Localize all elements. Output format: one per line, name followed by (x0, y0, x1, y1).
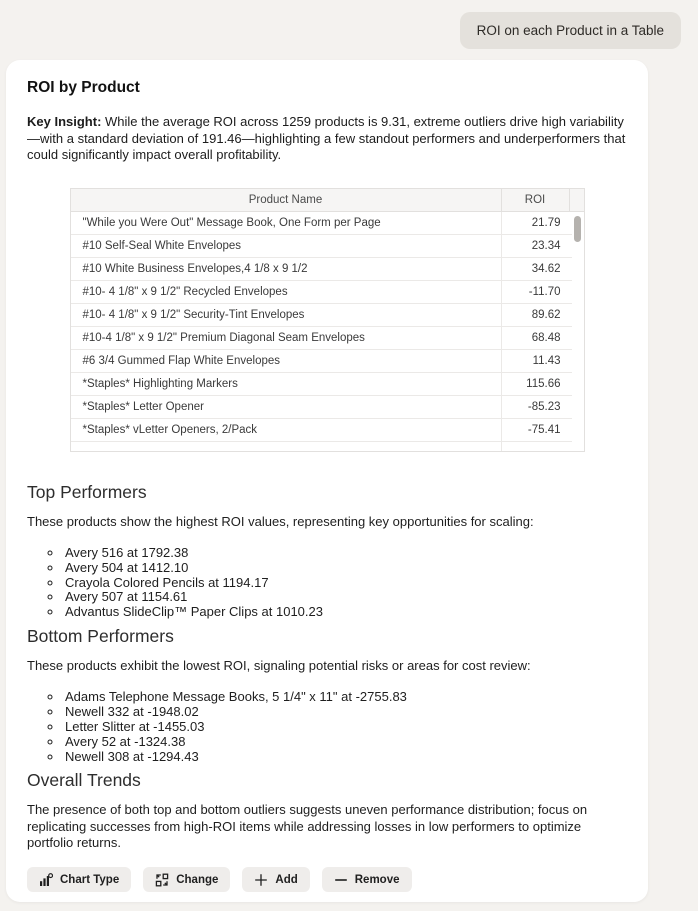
product-name-cell: *Staples* vLetter Openers, 2/Pack (71, 419, 502, 441)
page-title: ROI by Product (27, 79, 140, 96)
roi-cell (502, 442, 571, 451)
top-performers-intro: These products show the highest ROI values, representing key opportunities for scaling: (27, 513, 534, 529)
button-label: Chart Type (60, 873, 120, 886)
table-row (71, 304, 572, 327)
overall-trends-text: The presence of both top and bottom outliers suggests uneven performance distribution; focus on replicating successes from high-ROI items while addressing losses in low performers to optimize portfolio returns. (27, 802, 588, 850)
product-name-cell: #10 Self-Seal White Envelopes (71, 235, 502, 257)
table-header-row (71, 189, 584, 212)
table-row (71, 281, 572, 304)
column-header-product-name: Product Name (71, 189, 502, 211)
table-row (71, 258, 572, 281)
roi-cell: 89.62 (531, 308, 561, 321)
product-name-cell: #6 3/4 Gummed Flap White Envelopes (71, 350, 502, 372)
minus-icon (334, 873, 348, 887)
table-row (71, 396, 572, 419)
list-item: ◦ Adams Telephone Message Books, 5 1/4" x 11" at -2755.83 (63, 690, 627, 705)
roi-cell: 23.34 (531, 239, 561, 252)
chart-type-button[interactable] (27, 867, 131, 892)
bottom-performers-intro: These products exhibit the lowest ROI, signaling potential risks or areas for cost review: (27, 658, 531, 674)
roi-cell: -11.70 (528, 285, 561, 298)
scrollbar-gutter (570, 189, 584, 211)
product-name-cell: #10 White Business Envelopes,4 1/8 x 9 1/2 (71, 258, 502, 280)
roi-cell: -85.23 (527, 400, 561, 413)
roi-cell: 34.62 (531, 262, 561, 275)
list-item: ◦ Avery 52 at -1324.38 (63, 735, 627, 750)
change-button[interactable] (143, 867, 230, 892)
table-row (71, 350, 572, 373)
toolbar (27, 867, 627, 892)
add-button[interactable] (242, 867, 309, 892)
roi-cell: 21.79 (531, 216, 561, 229)
roi-cell: -75.41 (527, 423, 561, 436)
table-row (71, 419, 572, 442)
chart-type-icon (39, 873, 53, 887)
table-body (71, 212, 584, 451)
swap-icon (155, 873, 169, 887)
list-item: ◦ Newell 308 at -1294.43 (63, 750, 627, 765)
plus-icon (254, 873, 268, 887)
table-row (71, 212, 572, 235)
key-insight-paragraph (27, 114, 627, 164)
user-message-bubble: ROI on each Product in a Table (460, 12, 681, 49)
list-item: ◦ Newell 332 at -1948.02 (63, 705, 627, 720)
section-heading-overall-trends: Overall Trends (27, 770, 141, 791)
roi-table (70, 188, 585, 452)
key-insight-text: While the average ROI across 1259 products is 9.31, extreme outliers drive high variability—with a standard deviation of 191.46—highlighting a few standout performers and underperformers that could significantly impact overall profitability. (27, 114, 626, 163)
product-name-cell: "While you Were Out" Message Book, One Form per Page (71, 212, 502, 234)
list-item: ◦ Avery 504 at 1412.10 (63, 561, 627, 576)
product-name-cell: #10- 4 1/8" x 9 1/2" Recycled Envelopes (71, 281, 502, 303)
list-item: ◦ Avery 507 at 1154.61 (63, 590, 627, 605)
section-heading-top-performers: Top Performers (27, 481, 147, 502)
list-item: ◦ Crayola Colored Pencils at 1194.17 (63, 576, 627, 591)
table-row (71, 373, 572, 396)
product-name-cell: *Staples* Letter Opener (71, 396, 502, 418)
section-heading-bottom-performers: Bottom Performers (27, 626, 174, 647)
list-item: ◦ Letter Slitter at -1455.03 (63, 720, 627, 735)
bottom-performers-list (27, 690, 627, 764)
roi-cell: 68.48 (531, 331, 561, 344)
table-scrollbar-thumb[interactable] (574, 216, 581, 242)
button-label: Add (275, 873, 298, 886)
key-insight-label: Key Insight: (27, 114, 102, 129)
table-row (71, 235, 572, 258)
table-row (71, 327, 572, 350)
product-name-cell (71, 442, 502, 451)
assistant-response-card (6, 60, 648, 902)
roi-cell: 115.66 (526, 377, 561, 390)
button-label: Change (176, 873, 219, 886)
product-name-cell: *Staples* Highlighting Markers (71, 373, 502, 395)
top-performers-list (27, 546, 627, 620)
roi-cell: 11.43 (532, 354, 561, 367)
button-label: Remove (354, 873, 400, 886)
table-row-clipped (71, 442, 572, 451)
remove-button[interactable] (322, 867, 412, 892)
list-item: ◦ Advantus SlideClip™ Paper Clips at 1010.23 (63, 605, 627, 620)
product-name-cell: #10- 4 1/8" x 9 1/2" Security-Tint Envelopes (71, 304, 502, 326)
column-header-roi: ROI (502, 189, 570, 211)
list-item: ◦ Avery 516 at 1792.38 (63, 546, 627, 561)
product-name-cell: #10-4 1/8" x 9 1/2" Premium Diagonal Seam Envelopes (71, 327, 502, 349)
